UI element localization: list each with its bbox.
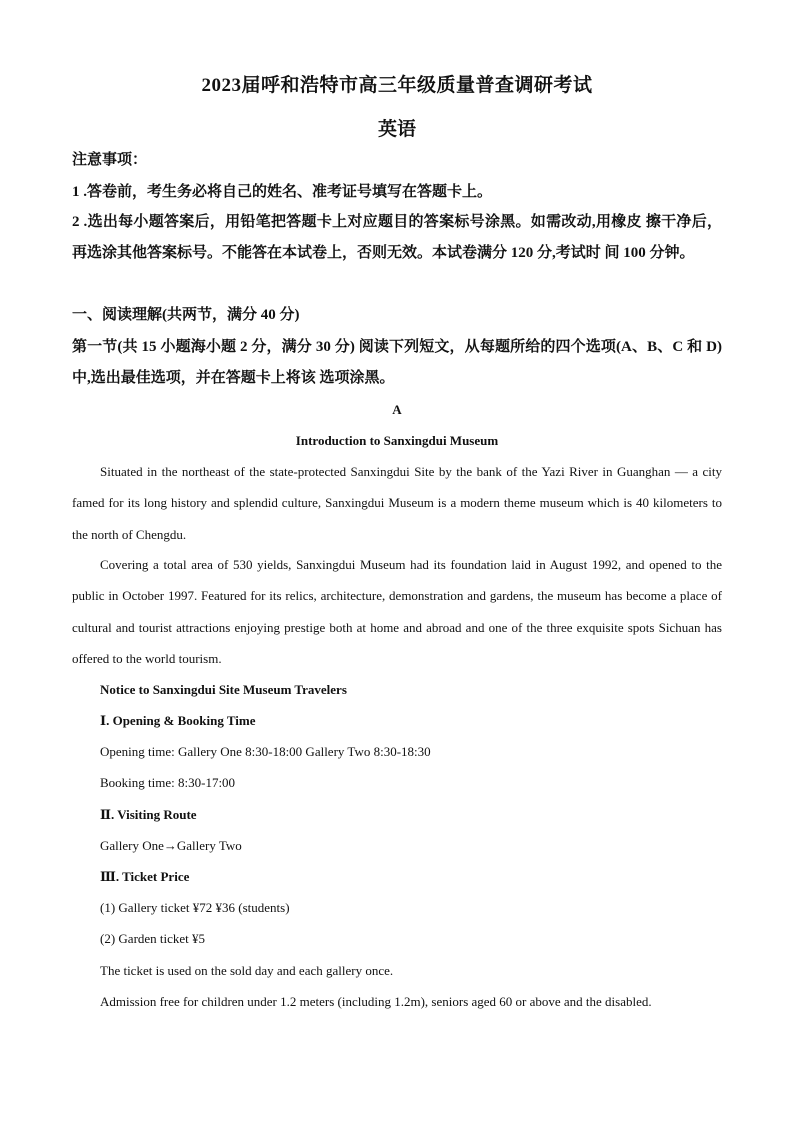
passage-paragraph-1: Situated in the northeast of the state-protected Sanxingdui Site by the bank of the Yazi River in Guanghan — a city famed for its long history and splendid culture, Sanxingdui Museum is a modern theme museum which is 40 kilometers to the north of Chengdu.	[72, 464, 722, 542]
section-part1-instructions: 第一节(共 15 小题海小题 2 分，满分 30 分) 阅读下列短文，从每题所给的四个选项(A、B、C 和 D)中,选出最佳选项，并在答题卡上将该 选项涂黑。	[72, 339, 722, 386]
free-admission-note: Admission free for children under 1.2 meters (including 1.2m), seniors aged 60 or above and the disabled.	[100, 994, 652, 1009]
opening-time: Opening time: Gallery One 8:30-18:00 Gallery Two 8:30-18:30	[100, 744, 431, 759]
gallery-ticket-price: (1) Gallery ticket ¥72 ¥36 (students)	[100, 900, 290, 915]
garden-ticket-price: (2) Garden ticket ¥5	[100, 931, 206, 946]
passage-title: Introduction to Sanxingdui Museum	[295, 433, 499, 448]
ticket-usage-note: The ticket is used on the sold day and each gallery once.	[100, 963, 394, 978]
notice-section-1-heading: Ⅰ. Opening & Booking Time	[100, 713, 256, 728]
notes-heading: 注意事项：	[72, 152, 148, 168]
booking-time: Booking time: 8:30-17:00	[100, 775, 236, 790]
passage-letter: A	[392, 402, 402, 417]
notes-item-1: 1 .答卷前，考生务必将自己的姓名、准考证号填写在答题卡上。	[72, 184, 493, 200]
notice-section-2-heading: Ⅱ. Visiting Route	[100, 807, 197, 822]
exam-subject: 英语	[377, 119, 416, 140]
notice-title: Notice to Sanxingdui Site Museum Travelers	[100, 682, 347, 697]
notice-section-3-heading: Ⅲ. Ticket Price	[100, 869, 190, 884]
notes-item-2: 2 .选出每小题答案后，用铅笔把答题卡上对应题目的答案标号涂黑。如需改动,用橡皮 擦干净后，再选涂其他答案标号。不能答在本试卷上，否则无效。本试卷满分 120 分,考试时 间 100 分钟。	[72, 214, 722, 261]
passage-paragraph-2: Covering a total area of 530 yields, Sanxingdui Museum had its foundation laid in August 1992, and opened to the public in October 1997. Featured for its relics, architecture, demonstration and gardens, the museum has become a place of cultural and tourist attractions enjoying prestige both at home and abroad and one of the three exquisite spots Sichuan has offered to the world tourism.	[72, 557, 722, 666]
section-part1-heading: 一、阅读理解(共两节，满分 40 分)	[72, 307, 300, 323]
visiting-route: Gallery One→Gallery Two	[100, 838, 242, 853]
exam-title: 2023届呼和浩特市高三年级质量普查调研考试	[201, 75, 593, 96]
